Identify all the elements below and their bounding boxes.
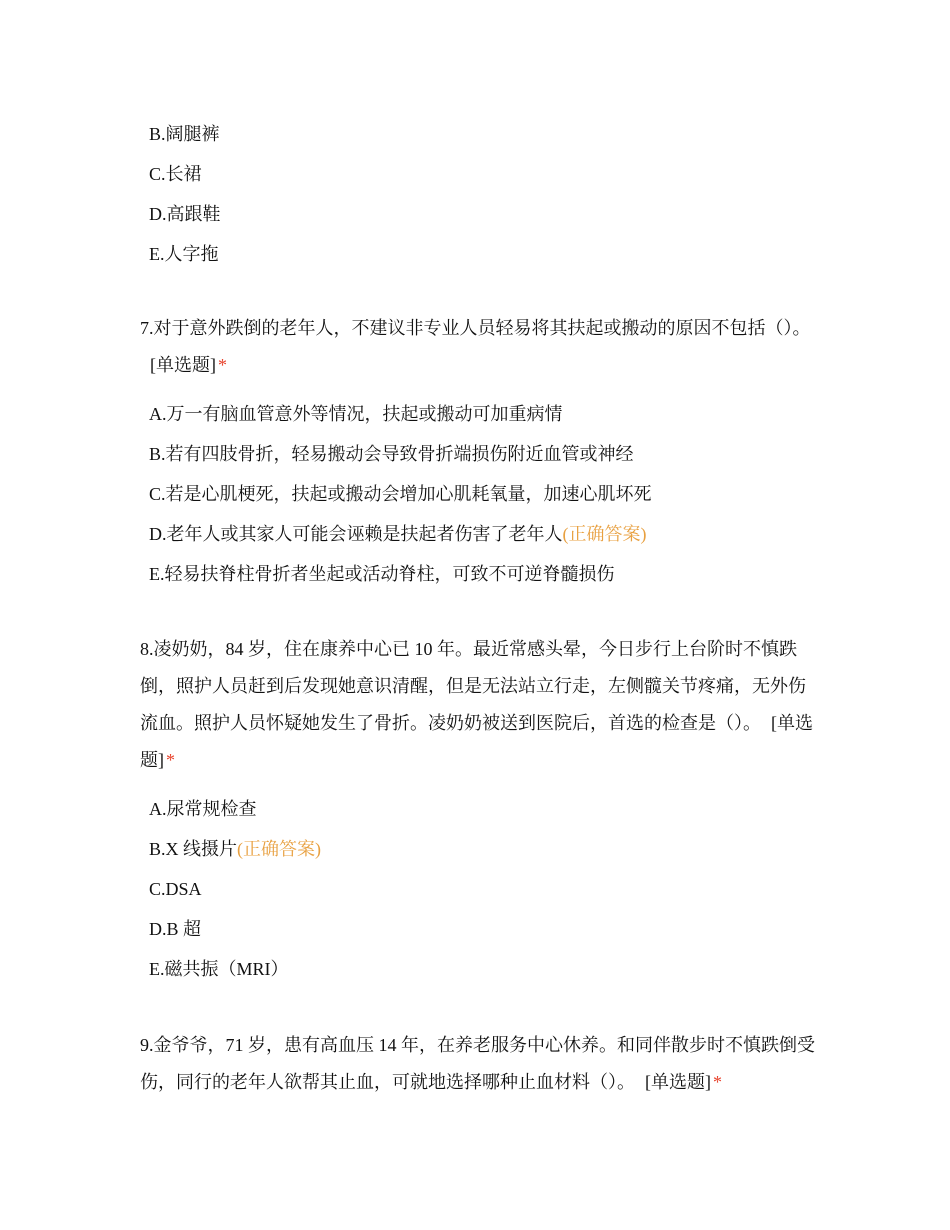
option-label: B.若有四肢骨折，轻易搬动会导致骨折端损伤附近血管或神经 — [149, 444, 634, 464]
option-label: C.长裙 — [149, 164, 202, 184]
option-a[interactable] — [149, 796, 257, 822]
option-label: C.若是心肌梗死，扶起或搬动会增加心肌耗氧量，加速心肌坏死 — [149, 484, 652, 504]
option-label: D.老年人或其家人可能会诬赖是扶起者伤害了老年人 — [149, 524, 563, 544]
option-d[interactable] — [149, 201, 221, 227]
question-7-title — [140, 310, 820, 384]
correct-answer-tag: (正确答案) — [562, 524, 647, 544]
correct-answer-tag: (正确答案) — [237, 839, 322, 859]
question-type: [单选题] — [140, 713, 813, 770]
option-label: D.B 超 — [149, 919, 202, 939]
option-label: A.尿常规检查 — [149, 799, 257, 819]
option-label: E.磁共振（MRI） — [149, 959, 289, 979]
option-d[interactable] — [149, 916, 201, 942]
question-9-title — [140, 1027, 820, 1101]
option-label: B.X 线摄片 — [149, 839, 238, 859]
question-text: 9.金爷爷，71 岁，患有高血压 14 年，在养老服务中心休养。和同伴散步时不慎跌倒受伤，同行的老年人欲帮其止血，可就地选择哪种止血材料（）。 — [140, 1035, 815, 1092]
option-b[interactable] — [149, 836, 321, 862]
option-label: E.人字拖 — [149, 244, 219, 264]
option-label: B.阔腿裤 — [149, 124, 220, 144]
option-a[interactable] — [149, 401, 563, 427]
option-label: E.轻易扶脊柱骨折者坐起或活动脊柱，可致不可逆脊髓损伤 — [149, 564, 615, 584]
option-b[interactable] — [149, 121, 220, 147]
option-c[interactable] — [149, 876, 202, 902]
question-text: 7.对于意外跌倒的老年人，不建议非专业人员轻易将其扶起或搬动的原因不包括（）。 — [140, 318, 811, 338]
question-8-title — [140, 631, 820, 779]
option-e[interactable] — [149, 241, 219, 267]
option-label: D.高跟鞋 — [149, 204, 221, 224]
option-label: C.DSA — [149, 879, 202, 899]
option-c[interactable] — [149, 481, 652, 507]
option-b[interactable] — [149, 441, 634, 467]
required-star: * — [218, 355, 227, 375]
question-type: [单选题] — [645, 1072, 711, 1092]
question-text: 8.凌奶奶，84 岁，住在康养中心已 10 年。最近常感头晕，今日步行上台阶时不慎跌倒，照护人员赶到后发现她意识清醒，但是无法站立行走，左侧髋关节疼痛，无外伤流血。照护人员怀疑她发生了骨折。凌奶奶被送到医院后，首选的检查是（）。 — [140, 639, 806, 733]
required-star: * — [713, 1072, 722, 1092]
option-d[interactable] — [149, 521, 647, 547]
option-e[interactable] — [149, 956, 289, 982]
option-c[interactable] — [149, 161, 202, 187]
option-e[interactable] — [149, 561, 615, 587]
option-label: A.万一有脑血管意外等情况，扶起或搬动可加重病情 — [149, 404, 563, 424]
question-type: [单选题] — [150, 355, 216, 375]
required-star: * — [166, 750, 175, 770]
